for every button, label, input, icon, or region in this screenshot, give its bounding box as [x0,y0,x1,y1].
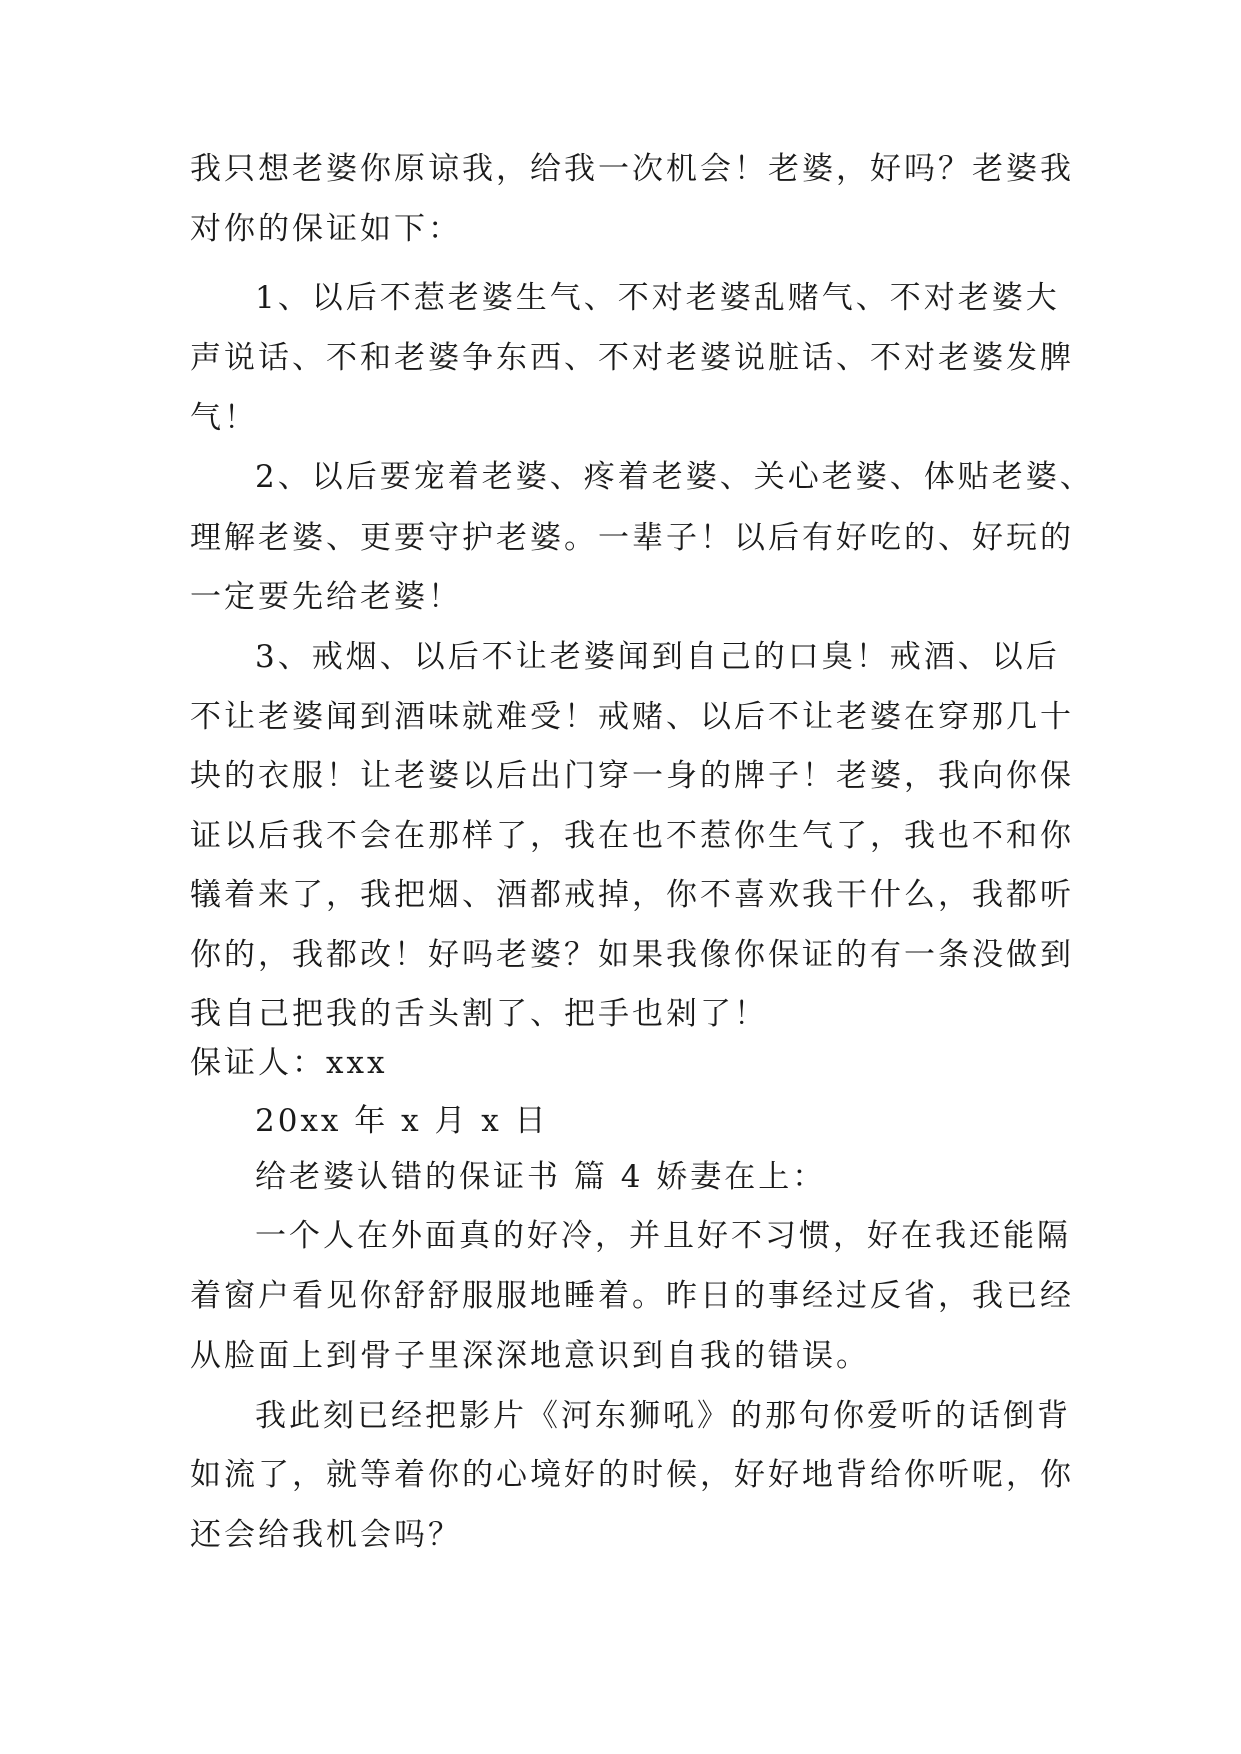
paragraph-line: 理解老婆、更要守护老婆。一辈子！以后有好吃的、好玩的 [190,520,1074,556]
list-item-3-line: 3、戒烟、以后不让老婆闻到自己的口臭！戒酒、以后 [255,639,1060,675]
paragraph-line: 声说话、不和老婆争东西、不对老婆说脏话、不对老婆发脾 [190,340,1074,376]
paragraph-line: 气！ [190,400,258,436]
signature-line: 保证人：xxx [190,1045,388,1081]
paragraph-line: 我自己把我的舌头割了、把手也剁了！ [190,996,768,1032]
paragraph-line: 我此刻已经把影片《河东狮吼》的那句你爱听的话倒背 [255,1398,1071,1434]
list-item-1-line: 1、以后不惹老婆生气、不对老婆乱赌气、不对老婆大 [255,280,1060,316]
paragraph-line: 从脸面上到骨子里深深地意识到自我的错误。 [190,1338,870,1374]
date-line: 20xx 年 x 月 x 日 [255,1103,549,1139]
paragraph-line: 你的，我都改！好吗老婆？如果我像你保证的有一条没做到 [190,937,1074,973]
paragraph-line: 犠着来了，我把烟、酒都戒掉，你不喜欢我干什么，我都听 [190,877,1074,913]
paragraph-line: 着窗户看见你舒舒服服地睡着。昨日的事经过反省，我已经 [190,1278,1074,1314]
paragraph-line: 如流了，就等着你的心境好的时候，好好地背给你听呢，你 [190,1457,1074,1493]
paragraph-line: 证以后我不会在那样了，我在也不惹你生气了，我也不和你 [190,818,1074,854]
paragraph-line: 不让老婆闻到酒味就难受！戒赌、以后不让老婆在穿那几十 [190,699,1074,735]
section-heading: 给老婆认错的保证书 篇 4 娇妻在上： [255,1159,827,1195]
list-item-2-line: 2、以后要宠着老婆、疼着老婆、关心老婆、体贴老婆、 [255,459,1094,495]
paragraph-line: 对你的保证如下： [190,211,462,247]
paragraph-line: 块的衣服！让老婆以后出门穿一身的牌子！老婆，我向你保 [190,758,1074,794]
paragraph-line: 我只想老婆你原谅我，给我一次机会！老婆，好吗？老婆我 [190,151,1074,187]
paragraph-line: 还会给我机会吗？ [190,1517,462,1553]
paragraph-line: 一个人在外面真的好冷，并且好不习惯，好在我还能隔 [255,1218,1071,1254]
paragraph-line: 一定要先给老婆！ [190,579,462,615]
